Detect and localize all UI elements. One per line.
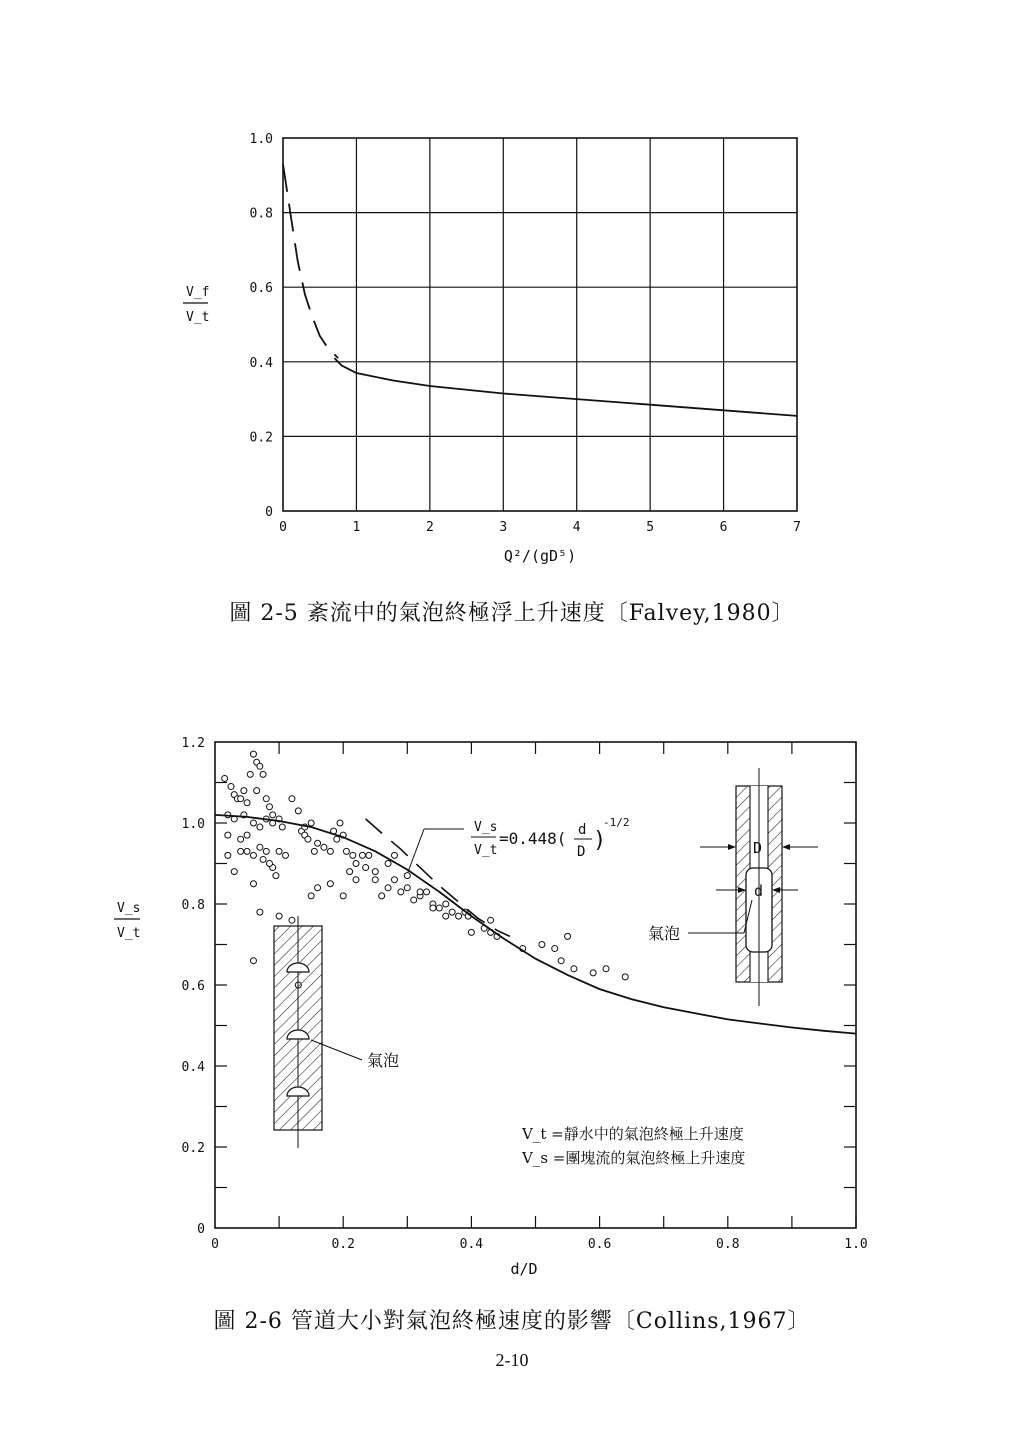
data-point [385,885,391,891]
figure-2-5-caption: 圖 2-5 紊流中的氣泡終極浮上升速度〔Falvey,1980〕 [229,601,795,626]
legend-line-vs: V_s =團塊流的氣泡終極上升速度 [522,1149,746,1167]
data-point [283,852,289,858]
x-axis-label: d/D [510,1260,538,1278]
data-point [250,852,256,858]
y-tick-label: 1.0 [181,817,205,832]
data-point [404,885,410,891]
data-point [443,901,449,907]
right-pipe-diagram [648,768,818,1006]
data-point [315,840,321,846]
data-point [289,917,295,923]
x-tick-label: 4 [572,520,581,535]
data-point [295,808,301,814]
data-point [263,796,269,802]
data-point [449,909,455,915]
equation-exponent: -1/2 [603,816,630,829]
x-axis-label: Q²/(gD⁵) [503,547,577,565]
data-point [417,889,423,895]
data-point [571,966,577,972]
equation-rhs-prefix: =0.448( [499,829,567,848]
y-tick-label: 0.8 [181,898,205,913]
data-point [263,848,269,854]
data-point [321,844,327,850]
data-point [289,796,295,802]
data-point [411,897,417,903]
y-tick-label: 0.4 [249,355,273,371]
data-point [222,775,228,781]
data-point [488,917,494,923]
y-axis-label-numerator: V_s [117,901,141,916]
x-tick-label: 0 [211,1237,219,1252]
label-d: d [754,882,764,900]
data-point [257,844,263,850]
data-point [334,836,340,842]
data-point [225,852,231,858]
data-point [257,909,263,915]
data-point [558,958,564,964]
data-point [353,877,359,883]
data-point [372,877,378,883]
data-point [266,804,272,810]
data-point [430,905,436,911]
data-point [350,852,356,858]
data-point [250,881,256,887]
data-point [273,873,279,879]
y-axis-label-numerator: V_f [186,285,210,300]
x-tick-label: 0 [279,520,287,535]
data-point [238,848,244,854]
data-point [228,784,234,790]
data-point [379,893,385,899]
data-point [244,832,250,838]
chart-frame [283,138,797,511]
arrowhead-icon [782,844,790,850]
data-point [244,848,250,854]
data-point [250,751,256,757]
equation [471,816,630,860]
data-point [238,796,244,802]
bubble-label-left: 氣泡 [367,1051,400,1070]
y-tick-label: 0 [265,505,273,520]
data-point [231,869,237,875]
data-point [238,836,244,842]
equation-leader-line-diag [408,829,424,872]
data-point [247,771,253,777]
y-tick-label: 0.6 [181,979,205,994]
x-tick-label: 0.2 [331,1237,355,1252]
y-axis-label-denominator: V_t [117,926,141,941]
x-tick-label: 0.8 [716,1237,740,1252]
y-tick-labels [250,132,274,520]
data-point [257,763,263,769]
data-point [250,820,256,826]
data-point [308,893,314,899]
x-tick-label: 0.4 [459,1237,484,1252]
y-tick-label: 0.4 [181,1060,205,1075]
bubble-label-right: 氣泡 [648,924,681,943]
data-point [424,889,430,895]
data-point [270,812,276,818]
data-point [260,856,266,862]
data-point [244,800,250,806]
data-point [260,771,266,777]
label-D: D [753,839,763,857]
equation-close-paren: ) [593,828,607,853]
data-point [337,820,343,826]
data-point [327,881,333,887]
series-line-solid [334,358,797,416]
x-tick-label: 1.0 [844,1237,868,1252]
x-tick-label: 6 [719,520,728,535]
left-pipe-diagram [274,916,399,1148]
y-tick-label: 0 [197,1222,205,1237]
data-point [343,848,349,854]
data-point [241,788,247,794]
data-point [359,852,365,858]
data-point [372,869,378,875]
series-line-dashed [283,164,338,358]
arrowhead-icon [728,844,736,850]
data-point [603,966,609,972]
data-point [590,970,596,976]
data-point [443,913,449,919]
data-point [622,974,628,980]
chart-grid [283,138,797,511]
data-point [539,942,545,948]
data-point [225,832,231,838]
y-tick-label: 0.2 [249,430,273,446]
data-point [565,933,571,939]
x-tick-label: 2 [425,520,434,535]
x-tick-label: 7 [793,520,801,535]
y-tick-labels [182,736,206,1237]
data-point [257,824,263,830]
y-tick-label: 0.8 [249,206,273,222]
x-tick-label: 3 [499,520,508,535]
data-point [468,929,474,935]
data-point [353,861,359,867]
data-point [279,824,285,830]
x-tick-labels [211,1237,868,1252]
data-point [391,877,397,883]
y-tick-label: 1.2 [181,736,205,751]
data-point [327,848,333,854]
x-tick-labels [279,520,801,535]
figure-2-6-chart [0,730,1024,1330]
data-point [404,873,410,879]
data-point [456,913,462,919]
data-point [250,958,256,964]
equation-lhs-denominator: V_t [474,843,498,858]
data-point [266,861,272,867]
data-point [366,852,372,858]
chart-series [283,164,797,416]
x-tick-label: 5 [646,520,655,535]
data-point [276,913,282,919]
page-number: 2-10 [495,1350,529,1370]
y-tick-label: 0.2 [181,1141,205,1156]
data-point [311,848,317,854]
equation-frac-numerator: d [578,822,587,838]
data-point [254,788,260,794]
data-point [276,848,282,854]
data-point [398,889,404,895]
data-point [340,893,346,899]
equation-frac-denominator: D [577,844,586,860]
data-point [363,865,369,871]
data-point [391,852,397,858]
equation-lhs-numerator: V_s [474,820,498,835]
x-tick-label: 1 [352,520,361,535]
data-point [308,820,314,826]
y-axis-label-denominator: V_t [186,310,210,325]
data-point [436,905,442,911]
y-tick-label: 0.6 [249,281,273,297]
data-point [305,836,311,842]
x-tick-label: 0.6 [587,1237,612,1252]
figure-2-6-caption: 圖 2-6 管道大小對氣泡終極速度的影響〔Collins,1967〕 [213,1309,811,1334]
data-point [315,885,321,891]
data-point [552,946,558,952]
y-tick-label: 1.0 [249,132,273,147]
data-point [385,861,391,867]
legend-line-vt: V_t =靜水中的氣泡終極上升速度 [522,1125,744,1143]
data-point [347,869,353,875]
